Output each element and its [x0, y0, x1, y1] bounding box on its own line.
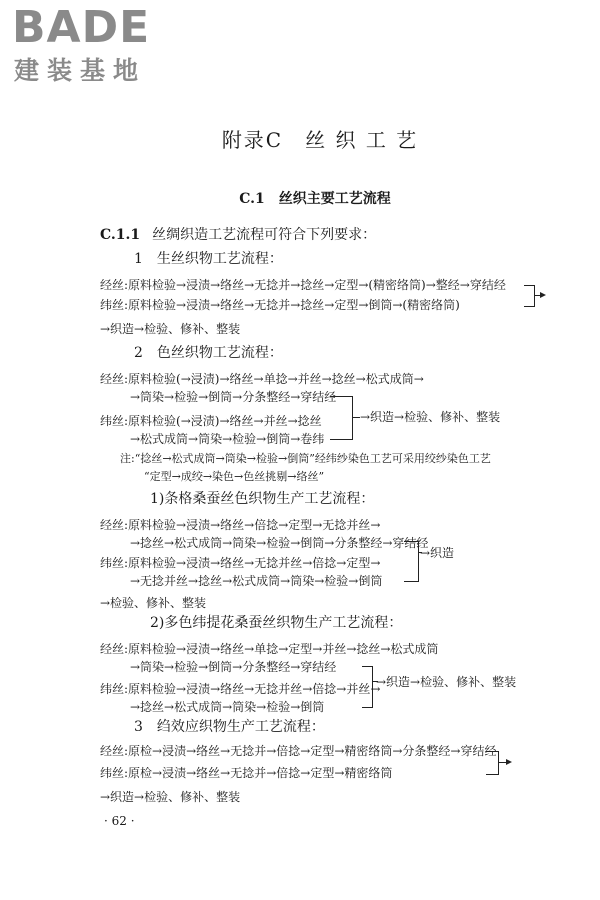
s2-warp-flow-2: →筒染→检验→倒筒→分条整经→穿结经 — [130, 390, 337, 404]
page-number: · 62 · — [104, 814, 135, 828]
s2-bracket-stem — [352, 417, 360, 418]
s3-weft-flow-1: 纬丝:原料检验→浸渍→络丝→无捻并丝→倍捻→定型→ — [100, 556, 381, 570]
s3-warp-flow-2: →捻丝→松式成筒→筒染→检验→倒筒→分条整经→穿结经 — [130, 536, 429, 550]
s2-result-flow: →织造→检验、修补、整装 — [360, 410, 501, 424]
s1-result-flow: →织造→检验、修补、整装 — [100, 322, 241, 336]
s3-bracket — [404, 541, 419, 582]
s5-bracket — [486, 751, 499, 775]
brand-logo — [12, 4, 192, 90]
s2-note-line-2: “定型→成绞→染色→色丝挑剔→络丝” — [144, 470, 325, 483]
s3-result-weave: →织造 — [420, 546, 455, 560]
section-title: C.1 丝织主要工艺流程 — [239, 191, 391, 207]
clause-number: C.1.1 — [100, 227, 141, 243]
logo-main-text: BADE — [12, 2, 151, 53]
s3-warp-flow-1: 经丝:原料检验→浸渍→络丝→倍捻→定型→无捻并丝→ — [100, 518, 381, 532]
s1-warp-flow: 经丝:原料检验→浸渍→络丝→无捻并→捻丝→定型→(精密络筒)→整经→穿结经 — [100, 278, 506, 292]
s3-weft-flow-2: →无捻并丝→捻丝→松式成筒→筒染→检验→倒筒 — [130, 574, 383, 588]
s1-heading: 1 生丝织物工艺流程： — [134, 251, 283, 267]
s2-bracket — [330, 396, 353, 440]
s4-warp-flow-2: →筒染→检验→倒筒→分条整经→穿结经 — [130, 660, 337, 674]
s5-warp-flow: 经丝:原检→浸渍→络丝→无捻并→倍捻→定型→精密络筒→分条整经→穿结经 — [100, 744, 497, 758]
s2-warp-flow-1: 经丝:原料检验(→浸渍)→络丝→单捻→并丝→捻丝→松式成筒→ — [100, 372, 424, 386]
s3-result-flow: →检验、修补、整装 — [100, 596, 207, 610]
s4-result-flow: →织造→检验、修补、整装 — [376, 675, 517, 689]
s4-weft-flow-2: →捻丝→松式成筒→筒染→检验→倒筒 — [130, 700, 325, 714]
s3-heading: 1)条格桑蚕丝色织物生产工艺流程： — [150, 491, 375, 507]
s2-heading: 2 色丝织物工艺流程： — [134, 345, 283, 361]
s5-heading: 3 绉效应织物生产工艺流程： — [134, 719, 325, 735]
s1-weft-flow: 纬丝:原料检验→浸渍→络丝→无捻并→捻丝→定型→倒筒→(精密络筒) — [100, 298, 460, 312]
logo-sub-text: 建装基地 — [14, 56, 147, 85]
s1-bracket — [524, 285, 535, 307]
clause-text: 丝绸织造工艺流程可符合下列要求： — [152, 227, 377, 243]
s4-heading: 2)多色纬提花桑蚕丝织物生产工艺流程： — [150, 615, 403, 631]
s4-warp-flow-1: 经丝:原料检验→浸渍→络丝→单捻→定型→并丝→捻丝→松式成筒 — [100, 642, 439, 656]
s2-note-line-1: 注:“捻丝→松式成筒→筒染→检验→倒筒”经纬纱染色工艺可采用绞纱染色工艺 — [120, 452, 491, 465]
s4-bracket — [362, 666, 373, 708]
s5-result-flow: →织造→检验、修补、整装 — [100, 790, 241, 804]
s2-weft-flow-2: →松式成筒→筒染→检验→倒筒→卷纬 — [130, 432, 325, 446]
s5-arrow-icon — [506, 759, 512, 765]
appendix-title: 附录C 丝 织 工 艺 — [221, 128, 419, 152]
s2-weft-flow-1: 纬丝:原料检验(→浸渍)→络丝→并丝→捻丝 — [100, 414, 322, 428]
s5-weft-flow: 纬丝:原检→浸渍→络丝→无捻并→倍捻→定型→精密络筒 — [100, 766, 393, 780]
s4-weft-flow-1: 纬丝:原料检验→浸渍→络丝→无捻并丝→倍捻→并丝→ — [100, 682, 381, 696]
s1-arrow-icon — [540, 292, 546, 298]
clause-heading — [100, 228, 376, 242]
